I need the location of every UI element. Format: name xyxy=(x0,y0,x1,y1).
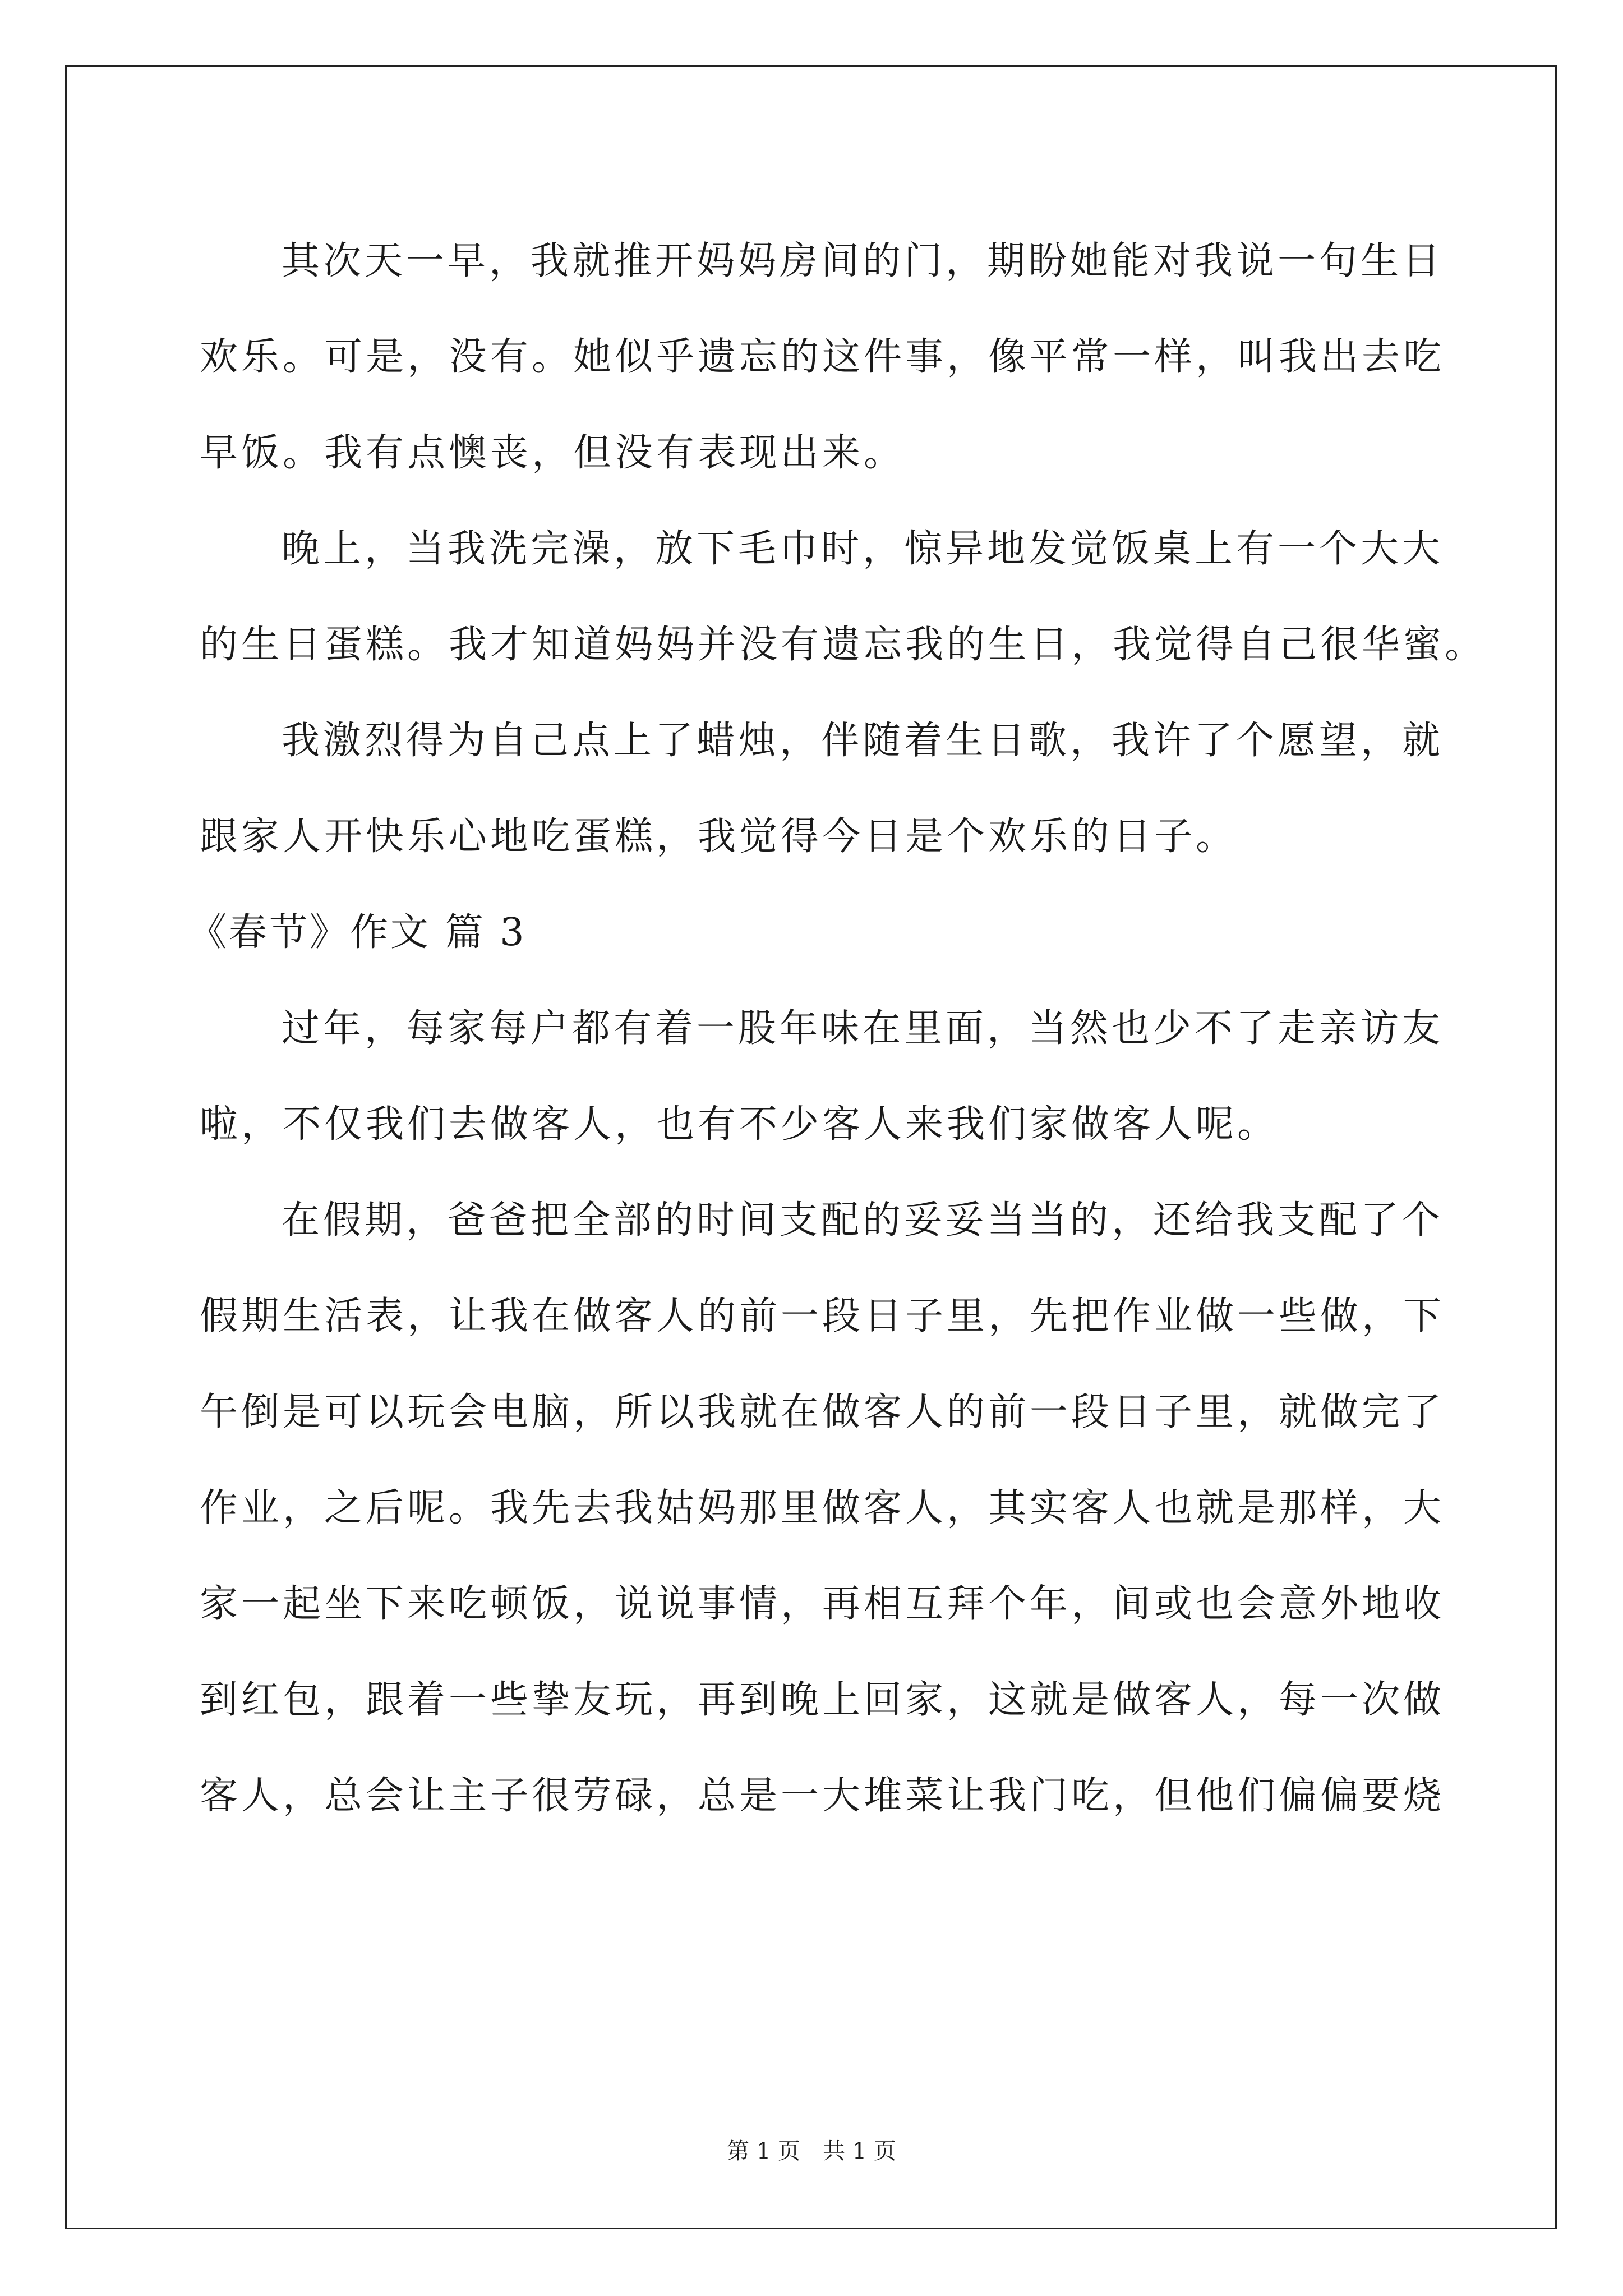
text-line: 的生日蛋糕。我才知道妈妈并没有遗忘我的生日，我觉得自己很华蜜。 xyxy=(200,623,1487,667)
page-number-footer: 第 1 页 共 1 页 xyxy=(727,2138,896,2164)
text-line: 作业，之后呢。我先去我姑妈那里做客人，其实客人也就是那样，大 xyxy=(200,1486,1445,1530)
text-line: 其次天一早，我就推开妈妈房间的门，期盼她能对我说一句生日 xyxy=(282,239,1444,283)
text-line: 晚上，当我洗完澡，放下毛巾时，惊异地发觉饭桌上有一个大大 xyxy=(282,527,1444,571)
text-line: 早饭。我有点懊丧，但没有表现出来。 xyxy=(200,431,906,475)
essay-heading: 《春节》作文 篇 3 xyxy=(188,910,527,955)
paragraph-new-year-intro xyxy=(200,981,1444,1172)
text-line: 午倒是可以玩会电脑，所以我就在做客人的前一段日子里，就做完了 xyxy=(200,1390,1445,1434)
paragraph-birthday-evening xyxy=(200,501,1487,693)
text-line: 客人，总会让主子很劳碌，总是一大堆菜让我门吃，但他们偏偏要烧 xyxy=(200,1774,1445,1818)
paragraph-holiday-plan xyxy=(200,1172,1445,1844)
text-line: 家一起坐下来吃顿饭，说说事情，再相互拜个年，间或也会意外地收 xyxy=(200,1582,1445,1626)
paragraph-birthday-candles xyxy=(200,693,1444,885)
paragraph-birthday-morning xyxy=(200,213,1445,501)
text-line: 跟家人开快乐心地吃蛋糕，我觉得今日是个欢乐的日子。 xyxy=(200,815,1238,859)
text-line: 过年，每家每户都有着一股年味在里面，当然也少不了走亲访友 xyxy=(282,1006,1444,1051)
text-line: 在假期，爸爸把全部的时间支配的妥妥当当的，还给我支配了个 xyxy=(282,1198,1444,1243)
text-line: 假期生活表，让我在做客人的前一段日子里，先把作业做一些做，下 xyxy=(200,1294,1445,1338)
text-line: 我激烈得为自己点上了蜡烛，伴随着生日歌，我许了个愿望，就 xyxy=(282,719,1444,763)
text-line: 到红包，跟着一些挚友玩，再到晚上回家，这就是做客人，每一次做 xyxy=(200,1678,1445,1722)
document-body xyxy=(188,213,1487,1844)
text-line: 啦，不仅我们去做客人，也有不少客人来我们家做客人呢。 xyxy=(200,1102,1279,1147)
text-line: 欢乐。可是，没有。她似乎遗忘的这件事，像平常一样，叫我出去吃 xyxy=(200,335,1445,379)
